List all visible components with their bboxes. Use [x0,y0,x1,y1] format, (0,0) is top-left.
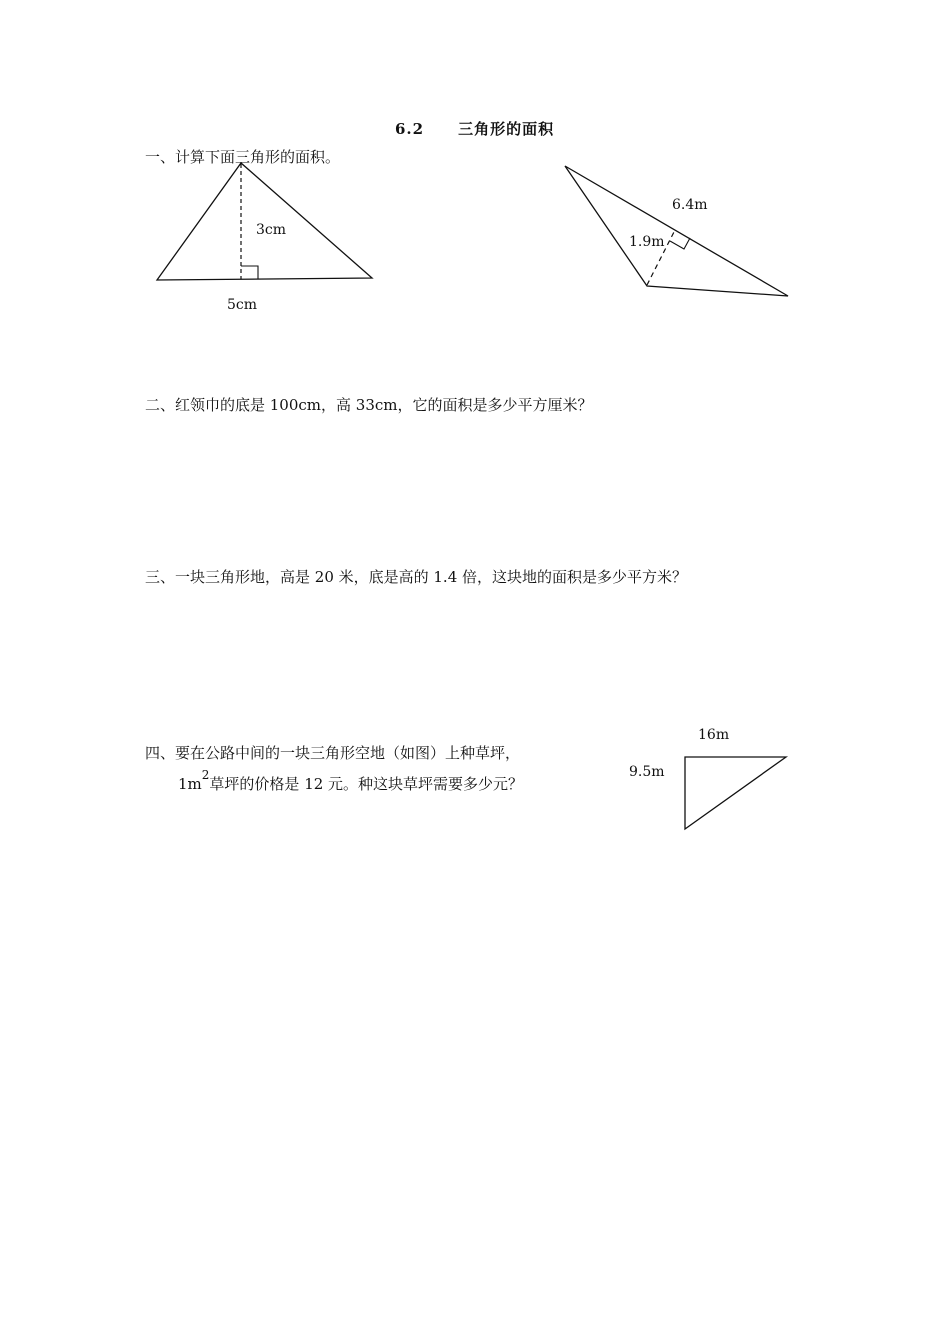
question-3-text: 三、一块三角形地，高是 20 米，底是高的 1.4 倍，这块地的面积是多少平方米？ [145,568,688,586]
question-4-line-2 [178,768,524,794]
question-2-text: 二、红领巾的底是 100cm，高 33cm，它的面积是多少平方厘米？ [145,396,593,414]
triangle-figure-4 [685,757,786,829]
triangle-4-outline [685,757,786,829]
triangle-figure-2 [565,166,788,296]
area-unit-exponent: 2 [201,768,210,782]
fig4-side-label: 9.5m [629,764,665,780]
section-number: 6.2 [395,120,425,138]
section-title: 三角形的面积 [458,120,555,138]
triangle-2-outline [565,166,788,296]
fig1-height-label: 3cm [256,222,287,238]
triangle-2-right-angle-mark [670,238,690,249]
fig1-base-label: 5cm [227,297,258,313]
area-unit: 1m [178,775,202,793]
triangle-1-right-angle-mark [241,266,258,279]
fig2-side-label: 6.4m [672,197,708,213]
question-4-line-2-rest: 草坪的价格是 12 元。种这块草坪需要多少元？ [209,775,524,793]
question-4-line-1: 四、要在公路中间的一块三角形空地（如图）上种草坪， [145,744,521,762]
fig4-top-label: 16m [698,727,730,743]
question-1-prompt: 一、计算下面三角形的面积。 [145,148,341,166]
fig2-height-label: 1.9m [629,234,665,250]
